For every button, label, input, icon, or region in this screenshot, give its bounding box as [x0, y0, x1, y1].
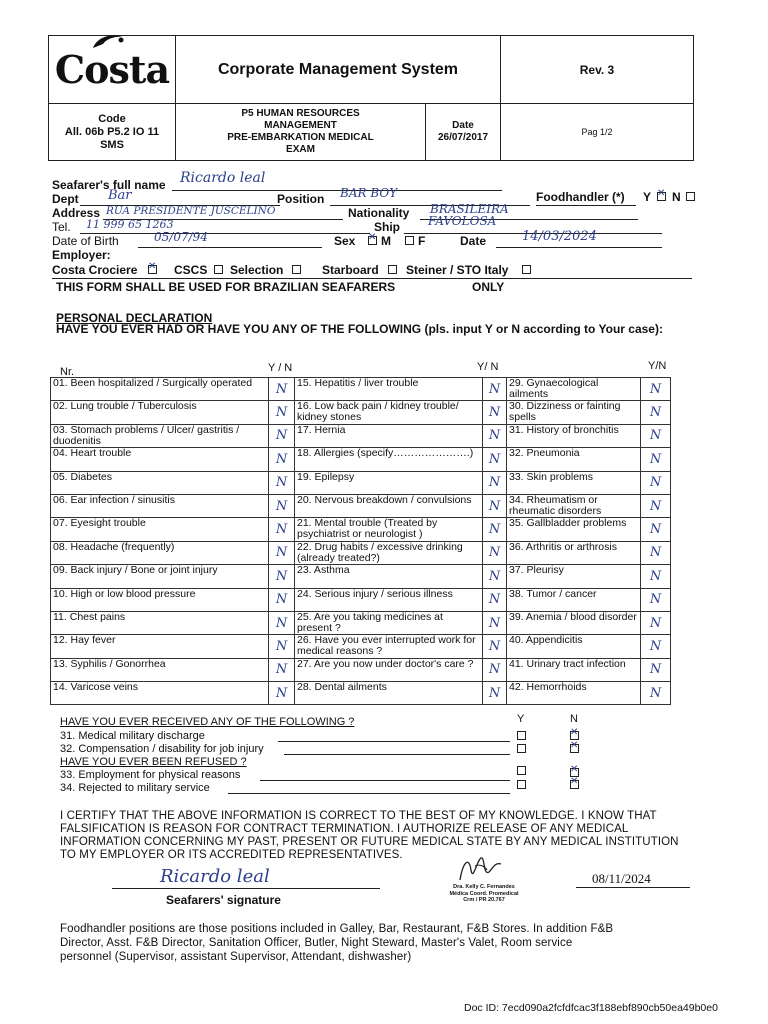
answer-cell[interactable]: N: [641, 682, 671, 705]
answer-cell[interactable]: N: [269, 635, 295, 658]
employer-selection: Selection: [230, 263, 284, 277]
declaration-question: HAVE YOU EVER HAD OR HAVE YOU ANY OF THE FOLLOWING (pls. input Y or N according to Your case):: [56, 322, 663, 336]
yn-header-col1: Y / N: [268, 362, 293, 374]
answer-cell[interactable]: N: [641, 494, 671, 517]
answer-cell[interactable]: N: [269, 541, 295, 564]
page-number: Pag 1/2: [581, 127, 613, 137]
condition-label: 07. Eyesight trouble: [51, 518, 269, 541]
sex-f: F: [418, 234, 426, 248]
condition-label: 26. Have you ever interrupted work for medical reasons ?: [295, 635, 483, 658]
condition-label: 04. Heart trouble: [51, 448, 269, 471]
received-n-label: N: [570, 713, 578, 725]
date-cell: [426, 104, 501, 160]
dob-line: [138, 247, 322, 248]
answer-cell[interactable]: N: [641, 565, 671, 588]
condition-label: 31. History of bronchitis: [507, 424, 641, 447]
dept-line: P5 HUMAN RESOURCES: [241, 108, 360, 119]
condition-label: 17. Hernia: [295, 424, 483, 447]
sex-label: Sex: [334, 234, 356, 248]
answer-cell[interactable]: N: [483, 611, 507, 634]
q34-line: [228, 793, 510, 794]
certification-line: TO MY EMPLOYER OR ITS ACCREDITED REPRESENTATIVES.: [60, 849, 403, 861]
foodhandler-y: Y: [643, 190, 652, 204]
tel-line: [80, 233, 370, 234]
q33-y-checkbox[interactable]: [517, 766, 526, 775]
condition-label: 33. Skin problems: [507, 471, 641, 494]
employer-selection-checkbox[interactable]: [292, 265, 301, 274]
answer-cell[interactable]: N: [641, 378, 671, 401]
answer-cell[interactable]: N: [641, 541, 671, 564]
date-value[interactable]: 14/03/2024: [522, 229, 597, 244]
foodhandler-label: Foodhandler (*): [536, 190, 625, 204]
answer-cell[interactable]: N: [269, 494, 295, 517]
doctor-crm: Crm / PR 20.767: [463, 897, 505, 903]
foodhandler-line: [536, 205, 636, 206]
answer-cell[interactable]: N: [483, 588, 507, 611]
answer-cell[interactable]: N: [269, 611, 295, 634]
declaration-title: PERSONAL DECLARATION: [56, 311, 213, 325]
full-name-value[interactable]: Ricardo leal: [180, 170, 266, 186]
condition-label: 09. Back injury / Bone or joint injury: [51, 565, 269, 588]
table-row: [51, 611, 671, 634]
footnote-line: Foodhandler positions are those positions included in Galley, Bar, Restaurant, F&B Stores. In addition F&B: [60, 923, 614, 935]
condition-label: 10. High or low blood pressure: [51, 588, 269, 611]
table-row: [51, 424, 671, 447]
condition-label: 20. Nervous breakdown / convulsions: [295, 494, 483, 517]
question-31: 31. Medical military discharge: [60, 730, 205, 742]
code-value: All. 06b P5.2 IO 11: [64, 125, 160, 138]
dob-value[interactable]: 05/07/94: [154, 230, 208, 244]
tel-label: Tel.: [52, 220, 71, 234]
conditions-table: [50, 377, 671, 705]
received-title: HAVE YOU EVER RECEIVED ANY OF THE FOLLOWING ?: [60, 716, 355, 728]
answer-cell[interactable]: N: [269, 378, 295, 401]
answer-cell[interactable]: N: [641, 401, 671, 424]
form-notice: THIS FORM SHALL BE USED FOR BRAZILIAN SEAFARERS: [56, 280, 396, 294]
employer-steiner-checkbox[interactable]: [522, 265, 531, 274]
condition-label: 40. Appendicitis: [507, 635, 641, 658]
tel-value[interactable]: 11 999 65 1263: [86, 218, 174, 231]
signature-line: [112, 888, 380, 889]
table-row: [51, 401, 671, 424]
answer-cell[interactable]: N: [483, 448, 507, 471]
q32-n-checkbox[interactable]: [570, 744, 579, 753]
employer-steiner: Steiner / STO Italy: [406, 263, 509, 277]
condition-label: 13. Syphilis / Gonorrhea: [51, 658, 269, 681]
condition-label: 14. Varicose veins: [51, 682, 269, 705]
answer-cell[interactable]: N: [641, 448, 671, 471]
footnote-line: personnel (Supervisor, assistant Supervisor, Attendant, dishwasher): [60, 951, 412, 963]
condition-label: 30. Dizziness or fainting spells: [507, 401, 641, 424]
condition-label: 22. Drug habits / excessive drinking (already treated?): [295, 541, 483, 564]
position-label: Position: [277, 192, 325, 206]
foodhandler-footnote: [60, 922, 710, 964]
doctor-title: Médica Coord. Promedical: [449, 890, 519, 897]
dob-label: Date of Birth: [52, 234, 119, 248]
condition-label: 06. Ear infection / sinusitis: [51, 494, 269, 517]
table-row: [51, 658, 671, 681]
employer-cscs: CSCS: [174, 263, 208, 277]
certification-line: FALSIFICATION IS REASON FOR CONTRACT TERMINATION. I AUTHORIZE RELEASE OF ANY MEDICAL: [60, 823, 629, 835]
ship-label: Ship: [374, 220, 400, 234]
condition-label: 19. Epilepsy: [295, 471, 483, 494]
answer-cell[interactable]: N: [641, 471, 671, 494]
table-row: [51, 471, 671, 494]
dept-line: EXAM: [286, 144, 315, 155]
employer-costa-checkbox[interactable]: [148, 265, 157, 274]
condition-label: 29. Gynaecological ailments: [507, 378, 641, 401]
table-row: [51, 565, 671, 588]
code-sub: SMS: [100, 138, 124, 151]
condition-label: 38. Tumor / cancer: [507, 588, 641, 611]
answer-cell[interactable]: N: [483, 471, 507, 494]
sex-f-checkbox[interactable]: [405, 236, 414, 245]
condition-label: 05. Diabetes: [51, 471, 269, 494]
sex-m: M: [381, 234, 391, 248]
condition-label: 27. Are you now under doctor's care ?: [295, 658, 483, 681]
nationality-label: Nationality: [348, 206, 410, 220]
doctor-stamp: [446, 884, 522, 904]
code-label: Code: [98, 112, 126, 125]
table-row: [51, 682, 671, 705]
question-32: 32. Compensation / disability for job injury: [60, 743, 264, 755]
q34-n-checkbox[interactable]: [570, 780, 579, 789]
q34-y-checkbox[interactable]: [517, 780, 526, 789]
table-row: [51, 541, 671, 564]
yn-header-col3: Y/N: [648, 360, 667, 372]
employer-costa: Costa Crociere: [52, 263, 138, 277]
answer-cell[interactable]: N: [641, 635, 671, 658]
condition-label: 28. Dental ailments: [295, 682, 483, 705]
separator-line: [52, 278, 692, 279]
nr-label: Nr.: [60, 366, 75, 378]
certification-line: I CERTIFY THAT THE ABOVE INFORMATION IS CORRECT TO THE BEST OF MY KNOWLEDGE. I KNOW THAT: [60, 810, 657, 822]
condition-label: 35. Gallbladder problems: [507, 518, 641, 541]
refused-title: HAVE YOU EVER BEEN REFUSED ?: [60, 756, 247, 768]
date-label: Date: [452, 120, 474, 131]
foodhandler-y-checkbox[interactable]: [657, 192, 666, 201]
answer-cell[interactable]: N: [483, 658, 507, 681]
q32-y-checkbox[interactable]: [517, 744, 526, 753]
q31-n-checkbox[interactable]: [570, 731, 579, 740]
condition-label: 15. Hepatitis / liver trouble: [295, 378, 483, 401]
condition-label: 23. Asthma: [295, 565, 483, 588]
seafarer-signature[interactable]: Ricardo leal: [160, 866, 270, 887]
full-name-label: Seafarer's full name: [52, 178, 166, 192]
system-title: Corporate Management System: [176, 36, 501, 104]
condition-label: 02. Lung trouble / Tuberculosis: [51, 401, 269, 424]
condition-label: 01. Been hospitalized / Surgically operated: [51, 378, 269, 401]
seafarer-signature-label: Seafarers' signature: [166, 893, 281, 907]
table-row: [51, 378, 671, 401]
condition-label: 36. Arthritis or arthrosis: [507, 541, 641, 564]
answer-cell[interactable]: N: [269, 401, 295, 424]
yn-header-col2: Y/ N: [477, 361, 499, 373]
table-row: [51, 518, 671, 541]
revision: Rev. 3: [501, 36, 693, 104]
employer-cscs-checkbox[interactable]: [214, 265, 223, 274]
answer-cell[interactable]: N: [641, 424, 671, 447]
form-notice-only: ONLY: [472, 280, 505, 294]
condition-label: 11. Chest pains: [51, 611, 269, 634]
answer-cell[interactable]: N: [483, 378, 507, 401]
answer-cell[interactable]: N: [269, 471, 295, 494]
certification-line: INFORMATION CONCERNING MY PAST, PRESENT OR FUTURE MEDICAL STATE BY ANY MEDICAL INSTITUTION: [60, 836, 679, 848]
answer-cell[interactable]: N: [641, 611, 671, 634]
answer-cell[interactable]: N: [641, 658, 671, 681]
question-33: 33. Employment for physical reasons: [60, 769, 241, 781]
condition-label: 24. Serious injury / serious illness: [295, 588, 483, 611]
q31-y-checkbox[interactable]: [517, 731, 526, 740]
foodhandler-n: N: [672, 190, 681, 204]
condition-label: 32. Pneumonia: [507, 448, 641, 471]
condition-label: 16. Low back pain / kidney trouble/ kidney stones: [295, 401, 483, 424]
dept-line: PRE-EMBARKATION MEDICAL: [227, 132, 374, 143]
answer-cell[interactable]: N: [483, 682, 507, 705]
question-34: 34. Rejected to military service: [60, 782, 210, 794]
logo-cell: [49, 36, 176, 104]
answer-cell[interactable]: N: [483, 518, 507, 541]
nationality-value[interactable]: BRASILEIRA: [430, 202, 509, 216]
table-row: [51, 635, 671, 658]
sex-m-checkbox[interactable]: [368, 236, 377, 245]
full-name-line: [172, 190, 502, 191]
table-row: [51, 588, 671, 611]
address-label: Address: [52, 206, 101, 220]
q33-line: [260, 780, 510, 781]
doctor-name: Dra. Kelly C. Fernandes: [453, 884, 515, 890]
doctor-signature-icon: [455, 852, 505, 886]
condition-label: 12. Hay fever: [51, 635, 269, 658]
answer-cell[interactable]: N: [269, 565, 295, 588]
foodhandler-n-checkbox[interactable]: [686, 192, 695, 201]
doc-id: Doc ID: 7ecd090a2fcfdfcac3f188ebf890cb50ea49b0e0: [464, 1002, 718, 1014]
dept-line: MANAGEMENT: [264, 120, 337, 131]
date-label: Date: [460, 234, 487, 248]
answer-cell[interactable]: N: [483, 494, 507, 517]
employer-starboard-checkbox[interactable]: [388, 265, 397, 274]
company-logo: Costa: [54, 47, 170, 92]
answer-cell[interactable]: N: [269, 424, 295, 447]
position-value[interactable]: BAR BOY: [340, 186, 398, 200]
condition-label: 39. Anemia / blood disorder: [507, 611, 641, 634]
code-cell: [49, 104, 176, 160]
date-line: [496, 247, 662, 248]
answer-cell[interactable]: N: [483, 541, 507, 564]
condition-label: 18. Allergies (specify………………….): [295, 448, 483, 471]
condition-label: 21. Mental trouble (Treated by psychiatrist or neurologist ): [295, 518, 483, 541]
condition-label: 34. Rheumatism or rheumatic disorders: [507, 494, 641, 517]
document-header: [48, 35, 694, 161]
date-value: 26/07/2017: [437, 132, 489, 143]
answer-cell[interactable]: N: [269, 682, 295, 705]
answer-cell[interactable]: N: [483, 635, 507, 658]
q31-line: [278, 741, 510, 742]
table-row: [51, 494, 671, 517]
dept-value[interactable]: Bar: [108, 188, 132, 203]
footnote-line: Director, Asst. F&B Director, Sanitation Officer, Butler, Night Steward, Master's Valet, Room service: [60, 937, 573, 949]
answer-cell[interactable]: N: [483, 401, 507, 424]
condition-label: 03. Stomach problems / Ulcer/ gastritis / duodenitis: [51, 424, 269, 447]
condition-label: 42. Hemorrhoids: [507, 682, 641, 705]
certification-text: [60, 810, 700, 862]
condition-label: 37. Pleurisy: [507, 565, 641, 588]
ship-value[interactable]: FAVOLOSA: [428, 214, 497, 228]
answer-cell[interactable]: N: [269, 588, 295, 611]
department-cell: [176, 104, 426, 160]
answer-cell[interactable]: N: [269, 518, 295, 541]
logo-swoosh-icon: [89, 33, 129, 51]
answer-cell[interactable]: N: [483, 424, 507, 447]
address-value[interactable]: RUA PRESIDENTE JUSCELINO: [106, 205, 276, 217]
answer-cell[interactable]: N: [269, 448, 295, 471]
answer-cell[interactable]: N: [641, 588, 671, 611]
answer-cell[interactable]: N: [269, 658, 295, 681]
signature-date-line: [576, 887, 690, 888]
condition-label: 08. Headache (frequently): [51, 541, 269, 564]
answer-cell[interactable]: N: [641, 518, 671, 541]
condition-label: 25. Are you taking medicines at present ?: [295, 611, 483, 634]
received-y-label: Y: [517, 713, 525, 725]
condition-label: 41. Urinary tract infection: [507, 658, 641, 681]
signature-date[interactable]: 08/11/2024: [592, 871, 651, 886]
q32-line: [284, 754, 510, 755]
employer-starboard: Starboard: [322, 263, 379, 277]
employer-label: Employer:: [52, 248, 111, 262]
answer-cell[interactable]: N: [483, 565, 507, 588]
dept-label: Dept: [52, 192, 79, 206]
table-row: [51, 448, 671, 471]
